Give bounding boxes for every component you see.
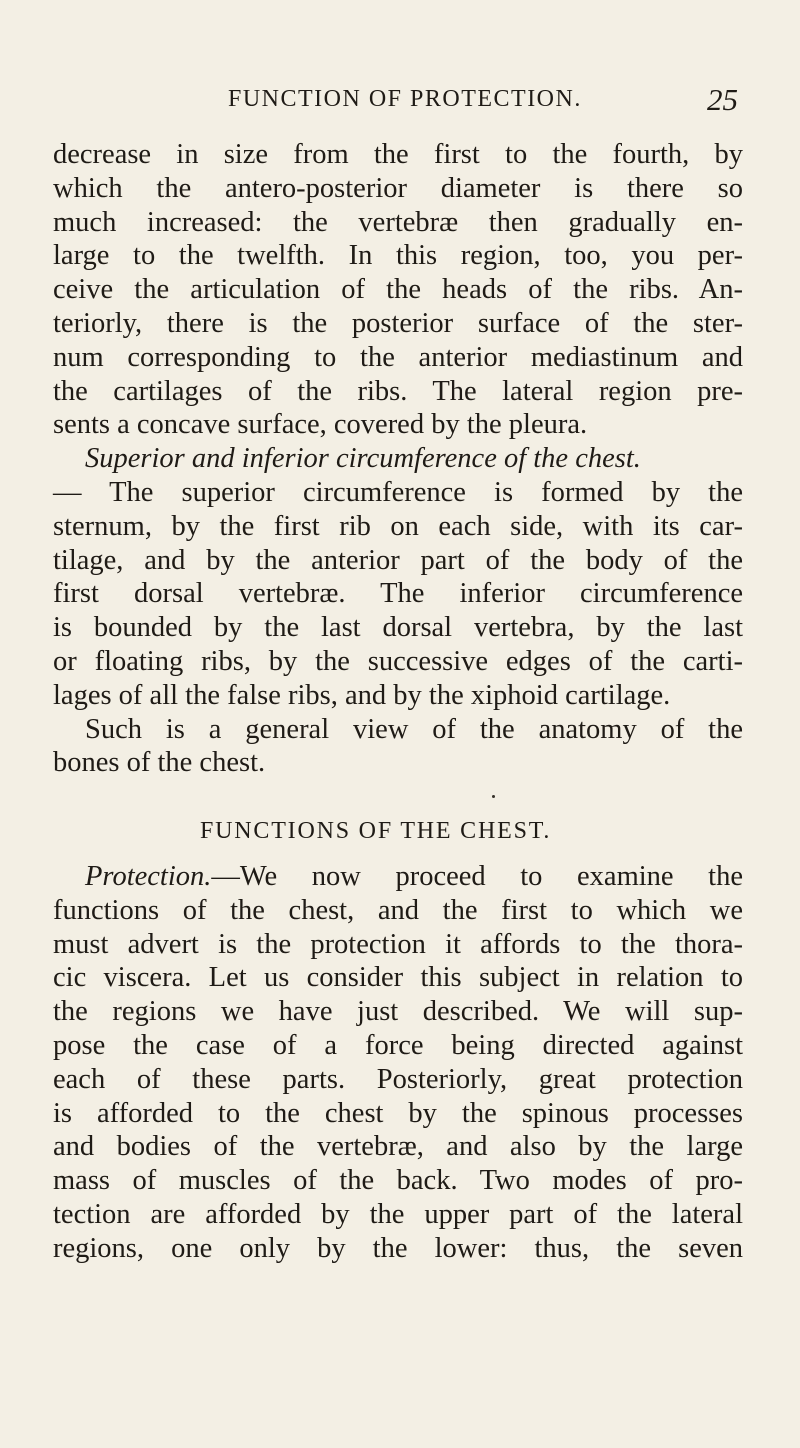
text-line: first dorsal vertebræ. The inferior circumference: [53, 578, 743, 610]
text-line: — The superior circumference is formed by the: [53, 476, 743, 508]
text-line: the cartilages of the ribs. The lateral region pre-: [53, 375, 743, 407]
text-line: lages of all the false ribs, and by the xiphoid cartilage.: [53, 679, 671, 711]
text-line: tilage, and by the anterior part of the body of the: [53, 544, 743, 576]
text-line: sternum, by the first rib on each side, with its car-: [53, 510, 743, 542]
text-line: regions, one only by the lower: thus, the seven: [53, 1232, 743, 1264]
text-line: bones of the chest.: [53, 747, 266, 779]
page-number: 25: [707, 82, 738, 117]
text-line: the regions we have just described. We will sup-: [53, 996, 743, 1028]
body-text-lower: [53, 860, 743, 1266]
text-line: cic viscera. Let us consider this subject in relation to: [53, 962, 743, 994]
text-line: and bodies of the vertebræ, and also by the large: [53, 1131, 743, 1163]
text-line: is bounded by the last dorsal vertebra, by the last: [53, 612, 743, 644]
text-line: or floating ribs, by the successive edges of the carti-: [53, 645, 743, 677]
text-line: each of these parts. Posteriorly, great protection: [53, 1063, 743, 1095]
running-title: FUNCTION OF PROTECTION.: [228, 86, 582, 112]
text-line: is afforded to the chest by the spinous processes: [53, 1097, 743, 1129]
text-line: pose the case of a force being directed against: [53, 1029, 743, 1061]
body-text-upper: [53, 138, 743, 780]
text-line: teriorly, there is the posterior surface of the ster-: [53, 307, 743, 339]
section-heading: FUNCTIONS OF THE CHEST.: [200, 818, 552, 844]
paragraph-heading-italic: Superior and inferior circumference of the chest.: [85, 443, 641, 475]
text-line: ceive the articulation of the heads of the ribs. An-: [53, 274, 743, 306]
text-line: decrease in size from the first to the fourth, by: [53, 139, 743, 170]
lead-italic: Protection.: [85, 861, 212, 892]
text-line: num corresponding to the anterior mediastinum and: [53, 341, 743, 373]
text-line: which the antero-posterior diameter is there so: [53, 172, 743, 204]
print-speck: [492, 795, 495, 798]
text-line: functions of the chest, and the first to which we: [53, 894, 743, 926]
running-head: [146, 82, 738, 126]
paragraph-first-line: [53, 860, 743, 894]
text-line: large to the twelfth. In this region, too, you per-: [53, 240, 743, 272]
lead-rest: —We now proceed to examine the: [211, 861, 743, 892]
text-line: tection are afforded by the upper part of the lateral: [53, 1198, 743, 1230]
text-line: Such is a general view of the anatomy of the: [85, 713, 743, 745]
text-line: must advert is the protection it affords to the thora-: [53, 928, 743, 960]
text-line: much increased: the vertebræ then gradually en-: [53, 206, 743, 238]
text-line: mass of muscles of the back. Two modes of pro-: [53, 1165, 743, 1197]
text-line: sents a concave surface, covered by the pleura.: [53, 409, 588, 441]
